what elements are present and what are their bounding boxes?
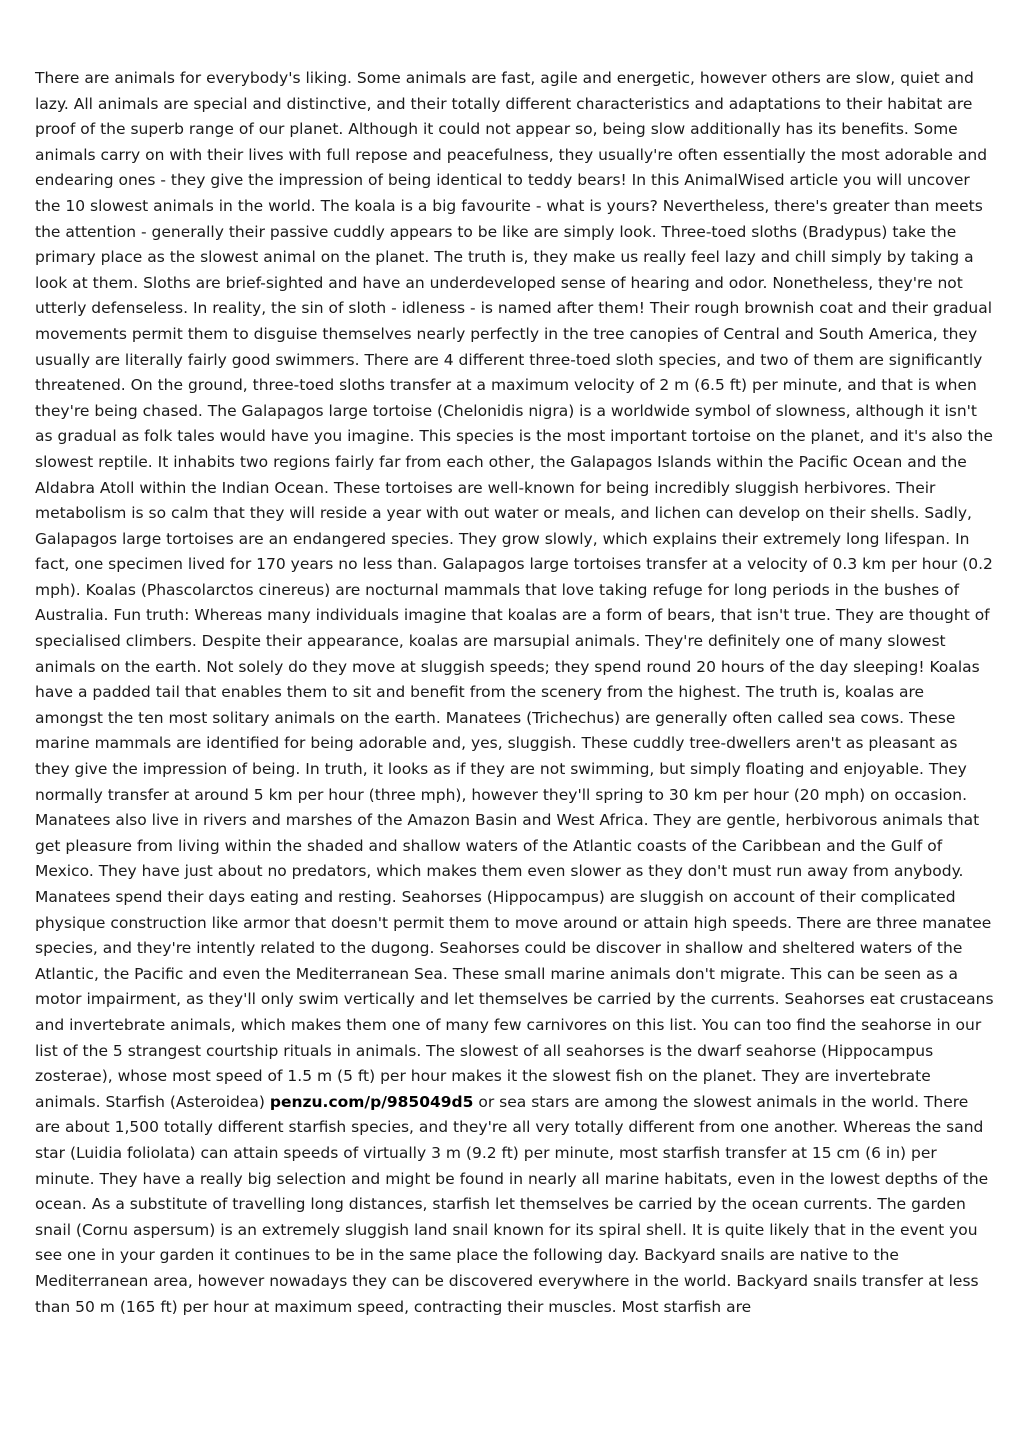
article-text-before-link: There are animals for everybody's liking. Some animals are fast, agile and energetic, however others are slow, quiet and lazy. All animals are special and distinctive, and their totally different characteristics and adaptations to their habitat are proof of the superb range of our planet. Although it could not appear so, being slow additionally has its benefits. Some animals carry on with their lives with full repose and peacefulness, they usually're often essentially the most adorable and endearing ones - they give the impression of being identical to teddy bears! In this AnimalWised article you will uncover the 10 slowest animals in the world. The koala is a big favourite - what is yours? Nevertheless, there's greater than meets the attention - generally their passive cuddly appears to be like are simply look. Three-toed sloths (Bradypus) take the primary place as the slowest animal on the planet. The truth is, they make us really feel lazy and chill simply by taking a look at them. Sloths are brief-sighted and have an underdeveloped sense of hearing and odor. Nonetheless, they're not utterly defenseless. In reality, the sin of sloth - idleness - is named after them! Their rough brownish coat and their gradual movements permit them to disguise themselves nearly perfectly in the tree canopies of Central and South America, they usually are literally fairly good swimmers. There are 4 different three-toed sloth species, and two of them are significantly threatened. On the ground, three-toed sloths transfer at a maximum velocity of 2 m (6.5 ft) per minute, and that is when they're being chased. The Galapagos large tortoise (Chelonidis nigra) is a worldwide symbol of slowness, although it isn't as gradual as folk tales would have you imagine. This species is the most important tortoise on the planet, and it's also the slowest reptile. It inhabits two regions fairly far from each other, the Galapagos Islands within the Pacific Ocean and the Aldabra Atoll within the Indian Ocean. These tortoises are well-known for being incredibly sluggish herbivores. Their metabolism is so calm that they will reside a year with out water or meals, and lichen can develop on their shells. Sadly, Galapagos large tortoises are an endangered species. They grow slowly, which explains their extremely long lifespan. In fact, one specimen lived for 170 years no less than. Galapagos large tortoises transfer at a velocity of 0.3 km per hour (0.2 mph). Koalas (Phascolarctos cinereus) are nocturnal mammals that love taking refuge for long periods in the bushes of Australia. Fun truth: Whereas many individuals imagine that koalas are a form of bears, that isn't true. They are thought of specialised climbers. Despite their appearance, koalas are marsupial animals. They're definitely one of many slowest animals on the earth. Not solely do they move at sluggish speeds; they spend round 20 hours of the day sleeping! Koalas have a padded tail that enables them to sit and benefit from the scenery from the highest. The truth is, koalas are amongst the ten most solitary animals on the earth. Manatees (Trichechus) are generally often called sea cows. These marine mammals are identified for being adorable and, yes, sluggish. These cuddly tree-dwellers aren't as pleasant as they give the impression of being. In truth, it looks as if they are not swimming, but simply floating and enjoyable. They normally transfer at around 5 km per hour (three mph), however they'll spring to 30 km per hour (20 mph) on occasion. Manatees also live in rivers and marshes of the Amazon Basin and West Africa. They are gentle, herbivorous animals that get pleasure from living within the shaded and shallow waters of the Atlantic coasts of the Caribbean and the Gulf of Mexico. They have just about no predators, which makes them even slower as they don't must run away from anybody. Manatees spend their days eating and resting. Seahorses (Hippocampus) are sluggish on account of their complicated physique construction like armor that doesn't permit them to move around or attain high speeds. There are three manatee species, and they're intently related to the dugong. Seahorses could be discover in shallow and sheltered waters of the Atlantic, the Pacific and even the Mediterranean Sea. These small marine animals don't migrate. This can be seen as a motor impairment, as they'll only swim vertically and let themselves be carried by the currents. Seahorses eat crustaceans and invertebrate animals, which makes them one of many few carnivores on this list. You can too find the seahorse in our list of the 5 strangest courtship rituals in animals. The slowest of all seahorses is the dwarf seahorse (Hippocampus zosterae), whose most speed of 1.5 m (5 ft) per hour makes it the slowest fish on the planet. They are invertebrate animals. Starfish (Asteroidea) bbox=[35, 69, 994, 1111]
article-text-after-link: or sea stars are among the slowest animals in the world. There are about 1,500 totally different starfish species, and they're all very totally different from one another. Whereas the sand star (Luidia foliolata) can attain speeds of virtually 3 m (9.2 ft) per minute, most starfish transfer at 15 cm (6 in) per minute. They have a really big selection and might be found in nearly all marine habitats, even in the lowest depths of the ocean. As a substitute of travelling long distances, starfish let themselves be carried by the ocean currents. The garden snail (Cornu aspersum) is an extremely sluggish land snail known for its spiral shell. It is quite likely that in the event you see one in your garden it continues to be in the same place the following day. Backyard snails are native to the Mediterranean area, however nowadays they can be discovered everywhere in the world. Backyard snails transfer at less than 50 m (165 ft) per hour at maximum speed, contracting their muscles. Most starfish are bbox=[35, 1092, 989, 1316]
article-body bbox=[35, 66, 995, 1320]
article-paragraph bbox=[35, 66, 995, 1320]
penzu-link[interactable]: penzu.com/p/985049d5 bbox=[269, 1092, 474, 1111]
